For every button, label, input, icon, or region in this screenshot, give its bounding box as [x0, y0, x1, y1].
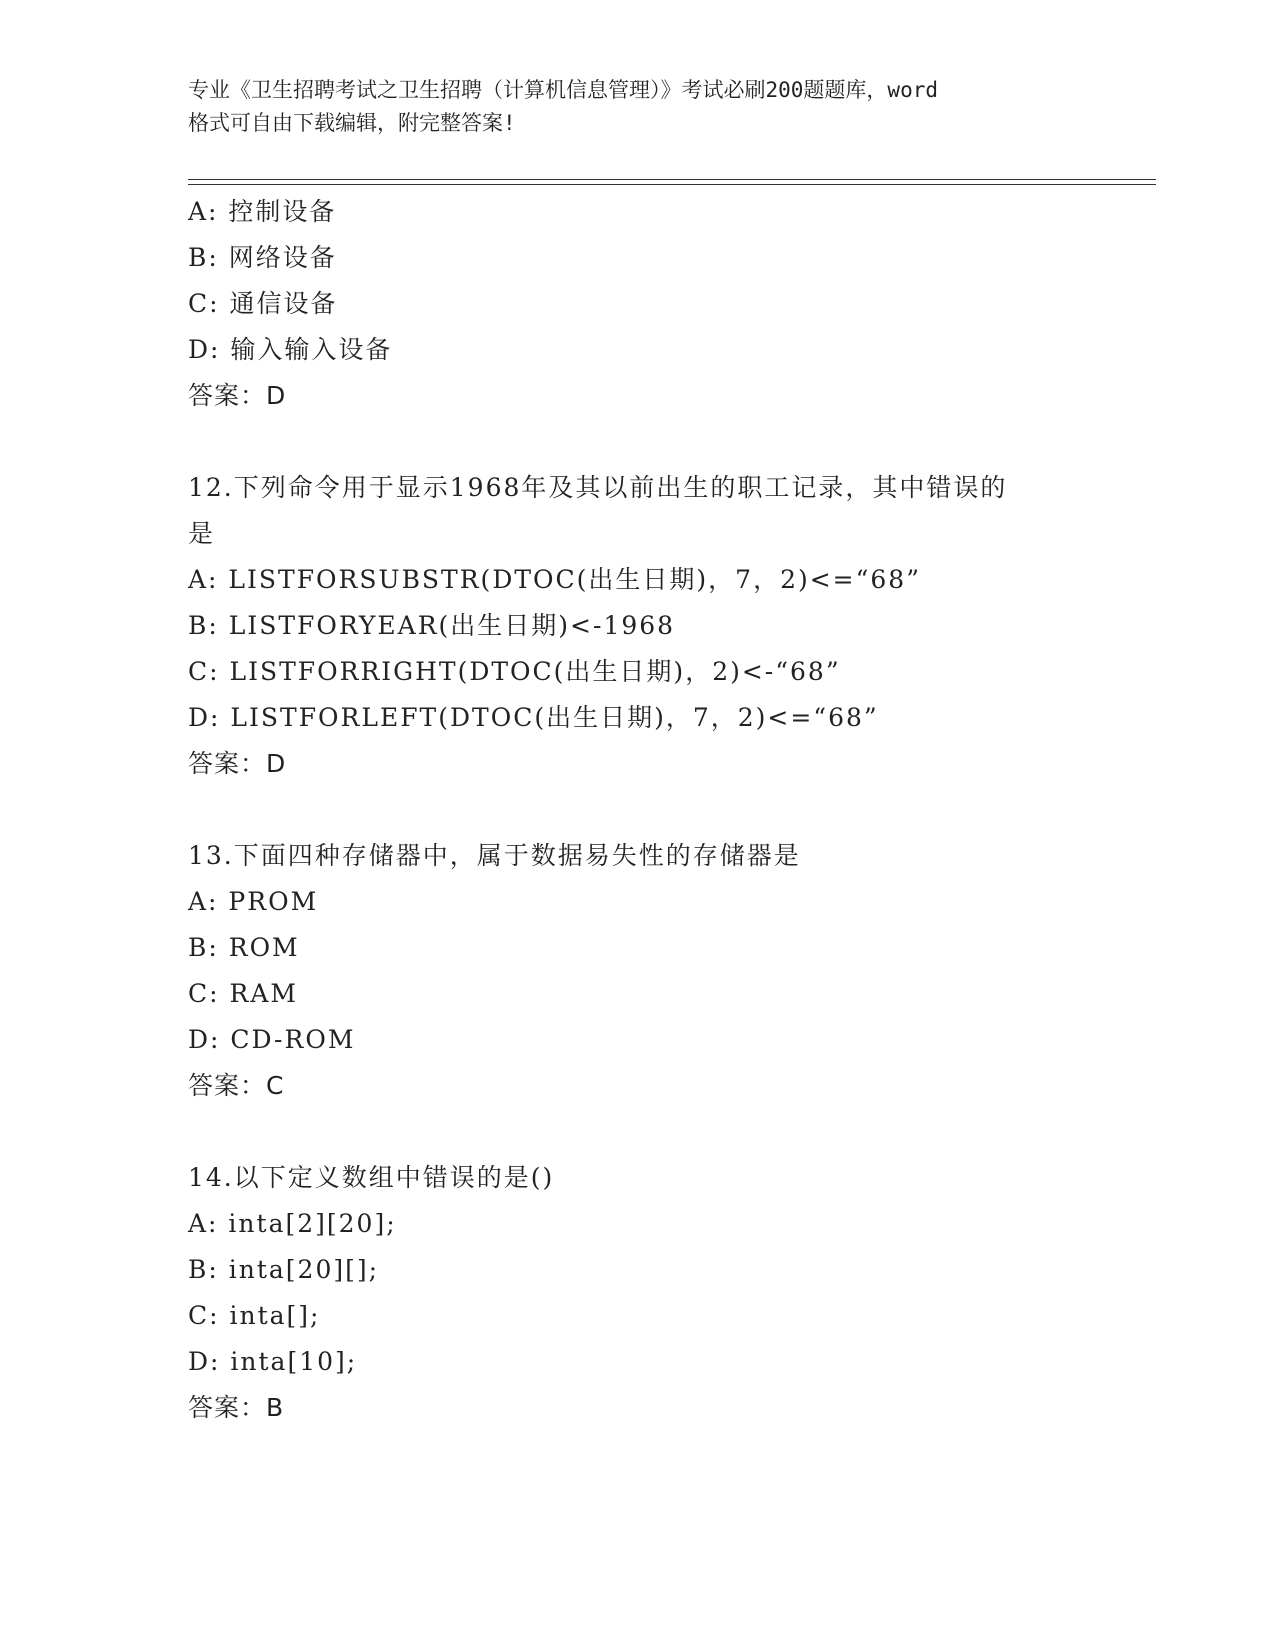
question-list [188, 189, 1088, 1431]
option-c: C: LISTFORRIGHT(DTOC(出生日期)，2)<-“68” [188, 657, 841, 686]
header-line-2: 格式可自由下载编辑，附完整答案! [188, 111, 516, 135]
option-a: A: LISTFORSUBSTR(DTOC(出生日期)，7，2)<=“68” [188, 565, 921, 594]
answer-label: 答案：D [188, 749, 287, 778]
option-a: A: 控制设备 [188, 197, 337, 226]
header-divider-bottom [188, 184, 1156, 185]
answer-label: 答案：B [188, 1393, 285, 1422]
answer-label: 答案：C [188, 1071, 285, 1100]
option-b: B: inta[20][]; [188, 1255, 380, 1284]
question-stem: 12.下列命令用于显示1968年及其以前出生的职工记录，其中错误的 [188, 473, 1008, 502]
answer-label: 答案：D [188, 381, 287, 410]
document-header [188, 74, 1088, 140]
option-d: D: 输入输入设备 [188, 335, 393, 364]
option-c: C: 通信设备 [188, 289, 338, 318]
question-stem: 13.下面四种存储器中，属于数据易失性的存储器是 [188, 841, 801, 870]
question-stem-continued: 是 [188, 519, 216, 548]
question-11 [188, 189, 1088, 419]
question-stem: 14.以下定义数组中错误的是() [188, 1163, 555, 1192]
header-line-1: 专业《卫生招聘考试之卫生招聘（计算机信息管理）》考试必刷200题题库，word [188, 78, 938, 102]
option-d: D: CD-ROM [188, 1025, 356, 1054]
option-a: A: PROM [188, 887, 319, 916]
option-b: B: ROM [188, 933, 300, 962]
option-b: B: LISTFORYEAR(出生日期)<-1968 [188, 611, 676, 640]
option-d: D: inta[10]; [188, 1347, 358, 1376]
option-c: C: inta[]; [188, 1301, 321, 1330]
question-13 [188, 833, 1088, 1109]
option-d: D: LISTFORLEFT(DTOC(出生日期)，7，2)<=“68” [188, 703, 879, 732]
option-b: B: 网络设备 [188, 243, 337, 272]
header-divider-top [188, 179, 1156, 180]
question-14 [188, 1155, 1088, 1431]
option-a: A: inta[2][20]; [188, 1209, 397, 1238]
option-c: C: RAM [188, 979, 298, 1008]
question-12 [188, 465, 1088, 787]
